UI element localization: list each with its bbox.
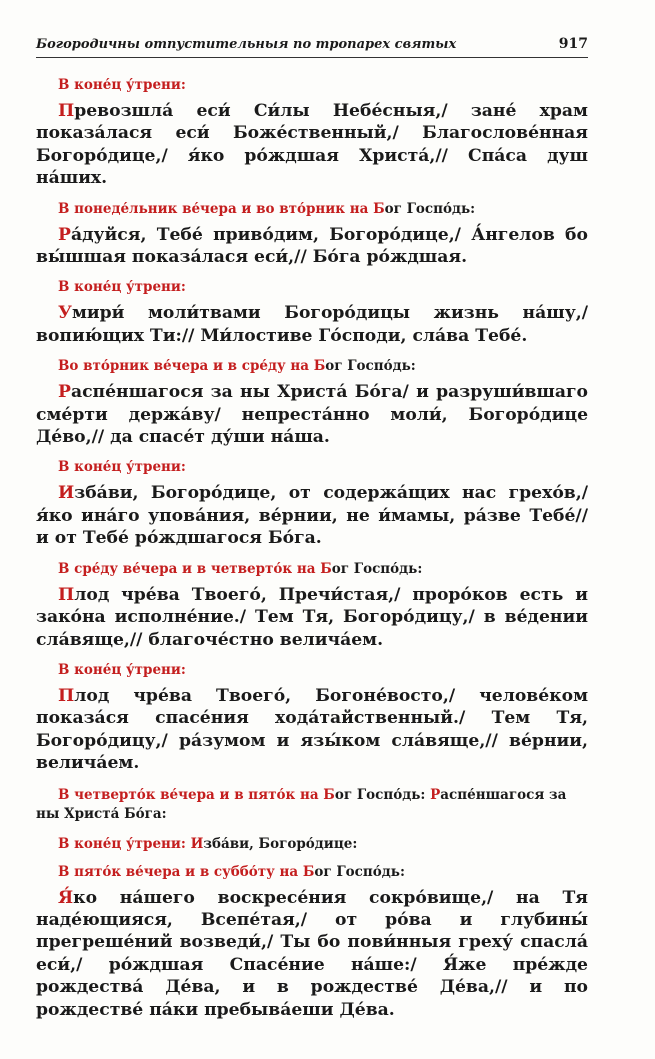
hymn-text	[36, 482, 588, 549]
hymn-body: аспе́ншагося за ны Христа́ Бо́га/ и разруши́вшаго сме́рти держа́ву/ непреста́нно моли́, Богоро́дице Де́во,// да спасе́т ду́ши на́ша.	[36, 382, 588, 448]
rubric-text: В сре́ду ве́чера и в четверто́к на	[58, 560, 321, 577]
drop-cap: П	[58, 101, 75, 121]
rubric-red: В четверто́к ве́чера и в пято́к на	[58, 786, 324, 803]
incipit-cap: И	[190, 835, 204, 852]
drop-cap: Р	[58, 224, 71, 245]
running-header	[36, 36, 588, 58]
rubric: В коне́ц у́трени:	[58, 661, 186, 678]
rubric: В коне́ц у́трени:	[58, 459, 186, 476]
rubric-tail: ог Госпо́дь:	[331, 560, 423, 577]
hymn-text	[36, 224, 588, 269]
rubric: В коне́ц у́трени:	[58, 77, 186, 93]
hymn-text	[36, 584, 588, 651]
drop-cap: П	[58, 584, 75, 605]
running-title: Богородичны отпустительныя по тропарех святых	[36, 37, 457, 52]
incipit-text: аспе́ншагося за ны Христа́ Бо́га:	[36, 786, 567, 822]
rubric-black: ог Госпо́дь:	[334, 786, 431, 803]
rubric	[58, 864, 588, 880]
hymn-text	[36, 887, 588, 1021]
incipit-text: зба́ви, Богоро́дице:	[203, 835, 358, 852]
rubric	[58, 201, 588, 217]
hymn-body: лод чре́ва Твоего́, Пречи́стая,/ проро́ков есть и зако́на исполне́ние./ Тем Тя, Богоро́дицу,/ в ве́дении сла́вяще,// благоче́стно велича́ем.	[36, 584, 588, 650]
page-number: 917	[558, 36, 588, 52]
rubric-red: В коне́ц у́трени:	[58, 835, 191, 852]
hymn-body: ́ко на́шего воскресе́ния сокро́вище,/ на Тя наде́ющияся, Всепе́тая,/ от ро́ва и глубины́ прегреше́ний возведи́,/ Ты бо пови́нныя греху́ спасла́ еси́,/ ро́ждшая Спасе́ние на́ше:/ Я́же пре́жде рождества́ Де́ва, и в рождестве́ Де́ва,// и по рождестве́ па́ки пребыва́еши Де́ва.	[36, 887, 588, 1020]
hymn-body: а́дуйся, Тебе́ приво́дим, Богоро́дице,/ А́нгелов бо вы́шшая показа́лася еси́,// Бо́га ро́ждшая.	[36, 224, 588, 268]
hymn-text	[36, 302, 588, 347]
inline-rubric	[58, 836, 588, 852]
drop-cap: Я	[58, 887, 74, 908]
rubric-cap: Б	[302, 863, 315, 880]
hymn-body: лод чре́ва Твоего́, Богоне́восто,/ челове́ком показа́ся спасе́ния хода́тайственный./ Тем Тя, Богоро́дицу,/ ра́зумом и язы́ком сла́вяще,// ве́рнии, велича́ем.	[36, 685, 588, 774]
inline-rubric	[36, 786, 588, 824]
rubric	[58, 561, 588, 577]
drop-cap: П	[58, 685, 75, 706]
hymn-body: мири́ моли́твами Богоро́дицы жизнь на́шу,/ вопию́щих Ти:// Ми́лостиве Го́споди, сла́ва Тебе́.	[36, 303, 588, 346]
rubric	[58, 358, 588, 374]
rubric-cap: Б	[373, 200, 385, 217]
hymn-text	[36, 381, 588, 448]
rubric: В коне́ц у́трени:	[58, 279, 186, 296]
drop-cap: И	[58, 483, 75, 504]
hymn-body: зба́ви, Богоро́дице, от содержа́щих нас грехо́в,/ я́ко ина́го упова́ния, ве́рнии, не и́мамы, ра́зве Тебе́// и от Тебе́ ро́ждшагося Бо́га.	[36, 483, 588, 549]
rubric-cap: Б	[320, 560, 332, 577]
rubric-text: В понеде́льник ве́чера и во вто́рник на	[58, 200, 374, 217]
page	[36, 36, 588, 1032]
rubric-cap: Б	[313, 358, 326, 375]
rubric-tail: ог Госпо́дь:	[384, 200, 476, 217]
rubric-tail: ог Госпо́дь:	[325, 358, 416, 375]
rubric-text: В пято́к ве́чера и в суббо́ту на	[58, 863, 303, 880]
rubric-cap: Б	[323, 786, 335, 803]
rubric-text: Во вто́рник ве́чера и в сре́ду на	[58, 358, 314, 375]
hymn-text	[36, 685, 588, 775]
incipit-cap: Р	[430, 786, 441, 803]
hymn-text	[36, 100, 588, 190]
drop-cap: У	[58, 303, 72, 324]
rubric-tail: ог Госпо́дь:	[314, 863, 405, 880]
drop-cap: Р	[58, 382, 71, 403]
hymn-body: ревозшла́ еси́ Си́лы Небе́сныя,/ зане́ храм показа́лася еси́ Боже́ственный,/ Благослове́нная Богоро́дице,/ я́ко ро́ждшая Христа́,// Спа́са душ на́ших.	[36, 101, 588, 189]
